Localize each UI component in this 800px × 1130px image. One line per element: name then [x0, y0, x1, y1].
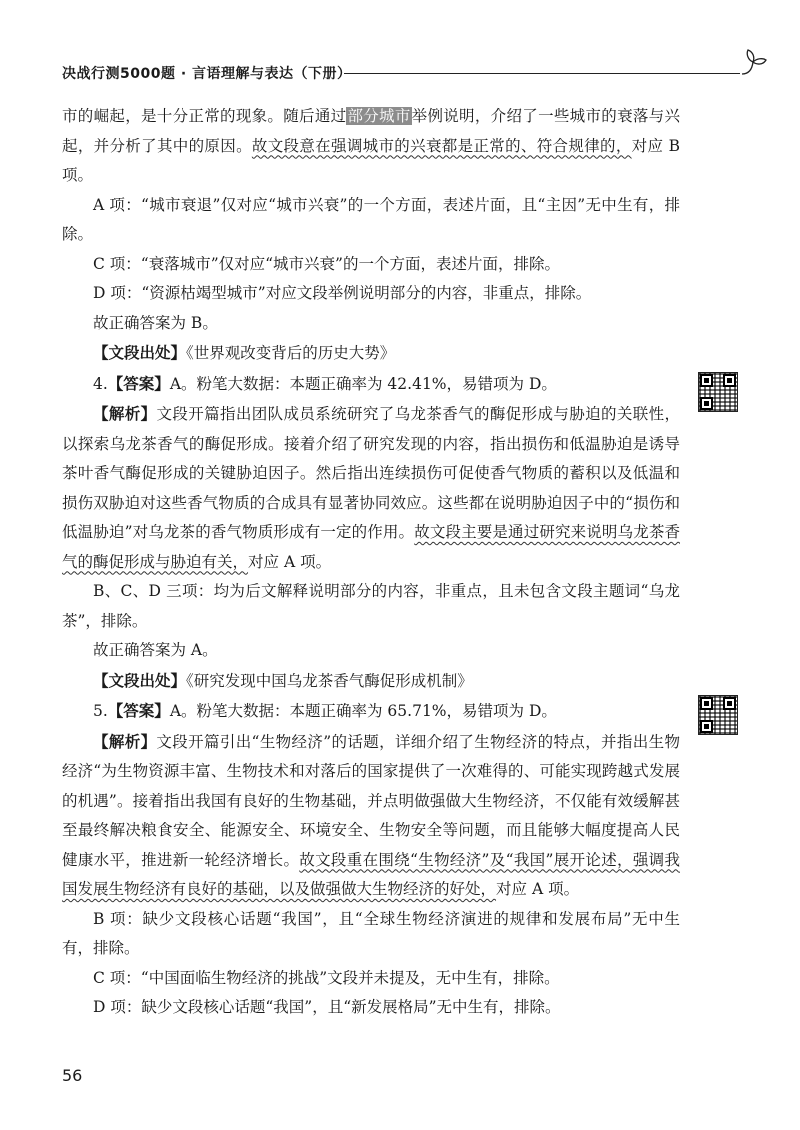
key-sentence-underlined: 故文段重在围绕“生物经济”及“我国”展开论述，强调我国发展生物经济有良好的基础，以及做强做大生物经济的好处， [62, 850, 680, 898]
analysis-q4: 【解析】文段开篇指出团队成员系统研究了乌龙茶香气的酶促形成与胁迫的关联性，以探索乌龙茶香气的酶促形成。接着介绍了研究发现的内容，指出损伤和低温胁迫是诱导茶叶香气酶促形成的关键胁迫因子。然后指出连续损伤可促使香气物质的蓄积以及低温和损伤双胁迫对这些香气物质的合成具有显著协同效应。这些都在说明胁迫因子中的“损伤和低温胁迫”对乌龙茶的香气物质形成有一定的作用。故文段主要是通过研究来说明乌龙茶香气的酶促形成与胁迫有关，对应 A 项。 [62, 404, 680, 571]
option-b-analysis: B 项：缺少文段核心话题“我国”，且“全球生物经济演进的规律和发展布局”无中生有，排除。 [62, 909, 680, 957]
page-header [62, 60, 762, 90]
leaf-sprout-icon [738, 46, 770, 78]
answer-line-q4: 4.【答案】A。粉笔大数据：本题正确率为 42.41%，易错项为 D。 [93, 373, 557, 393]
option-bcd-analysis: B、C、D 三项：均为后文解释说明部分的内容，非重点，且未包含文段主题词“乌龙茶”，排除。 [62, 582, 680, 630]
analysis-q5: 【解析】文段开篇引出“生物经济”的话题，详细介绍了生物经济的特点，并指出生物经济“为生物资源丰富、生物技术和对落后的国家提供了一次难得的、可能实现跨越式发展的机遇”。接着指出我国有良好的生物基础，并点明做强做大生物经济，不仅能有效缓解甚至最终解决粮食安全、能源安全、环境安全、生物安全等问题，而且能够大幅度提高人民健康水平，推进新一轮经济增长。故文段重在围绕“生物经济”及“我国”展开论述，强调我国发展生物经济有良好的基础，以及做强做大生物经济的好处，对应 A 项。 [62, 731, 680, 898]
scribbled-out-text: 部分城市 [347, 107, 411, 125]
qr-code-icon[interactable] [698, 695, 738, 735]
answer-explanation-body [62, 102, 680, 1023]
key-sentence-underlined: 故文段意在强调城市的兴衰都是正常的、符合规律的， [251, 136, 632, 155]
source-line: 【文段出处】《世界观改变背后的历史大势》 [93, 343, 396, 362]
correct-answer-line: 故正确答案为 A。 [93, 641, 218, 659]
qr-code-icon[interactable] [698, 372, 738, 412]
header-rule [344, 73, 740, 74]
option-d-analysis: D 项：“资源枯竭型城市”对应文段举例说明部分的内容，非重点，排除。 [93, 284, 592, 302]
option-d-analysis: D 项：缺少文段核心话题“我国”，且“新发展格局”无中生有，排除。 [93, 998, 561, 1016]
option-c-analysis: C 项：“衰落城市”仅对应“城市兴衰”的一个方面，表述片面，排除。 [93, 254, 560, 273]
option-c-analysis: C 项：“中国面临生物经济的挑战”文段并未提及，无中生有，排除。 [93, 968, 560, 987]
correct-answer-line: 故正确答案为 B。 [93, 313, 218, 332]
source-line: 【文段出处】《研究发现中国乌龙茶香气酶促形成机制》 [93, 670, 473, 690]
page-number: 56 [62, 1066, 83, 1085]
option-a-analysis: A 项：“城市衰退”仅对应“城市兴衰”的一个方面，表述片面，且“主因”无中生有，排除。 [62, 195, 680, 243]
answer-line-q5: 5.【答案】A。粉笔大数据：本题正确率为 65.71%，易错项为 D。 [93, 701, 557, 720]
header-title: 决战行测5000题 · 言语理解与表达（下册） [62, 66, 352, 82]
key-sentence-underlined: 故文段主要是通过研究来说明乌龙茶香气的酶促形成与胁迫有关， [62, 523, 680, 571]
paragraph: 市的崛起，是十分正常的现象。随后通过部分城市举例说明，介绍了一些城市的衰落与兴起，并分析了其中的原因。故文段意在强调城市的兴衰都是正常的、符合规律的，对应 B 项。 [62, 107, 680, 184]
